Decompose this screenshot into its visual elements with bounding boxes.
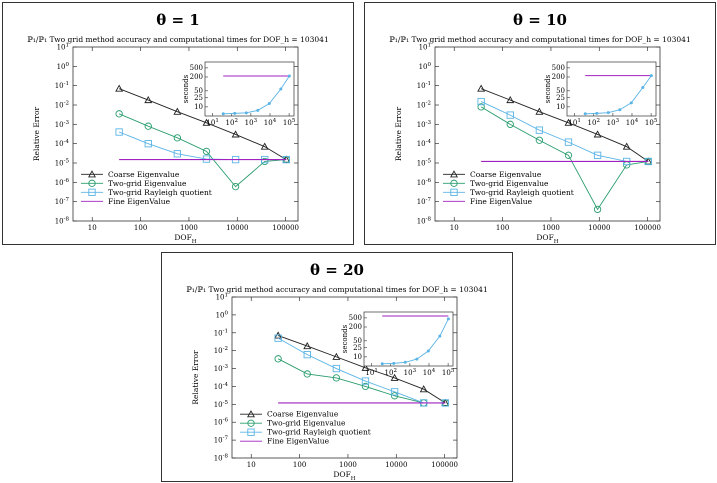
inset-data-point [245,111,248,114]
y-axis-label: Relative Error [32,106,41,162]
inset-data-point [381,362,384,365]
y-tick-label: $10^{-1}$ [213,328,228,338]
inset-y-tick-label: 500 [551,64,565,73]
inset-y-tick-label: 10 [556,103,565,112]
inset-data-point [233,112,236,115]
chart-panel-theta-1 [2,2,354,245]
y-axis-label: Relative Error [191,350,200,405]
inset-y-axis-label: seconds [341,324,349,354]
inset-y-tick-label: 25 [556,93,565,102]
legend-label: Two-grid Eigenvalue [267,418,346,428]
legend-label: Two-grid Rayleigh quotient [470,187,574,197]
inset-data-point [427,350,430,353]
inset-y-axis-label: seconds [182,74,190,104]
inset-y-tick-label: 200 [348,323,362,332]
inset-data-point [584,112,587,115]
inset-x-tick-label: $10^3$ [244,118,258,127]
data-point [116,85,122,91]
inset-data-point [618,108,621,111]
series-line [119,132,286,160]
inset-y-axis-label: seconds [544,74,552,104]
x-tick-label: 100 [495,224,510,232]
inset-data-point [438,335,441,338]
x-tick-label: 1000 [339,461,357,469]
y-tick-label: $10^{-8}$ [54,216,69,226]
inset-x-tick-label: $10^4$ [422,368,436,377]
x-tick-label: 10000 [385,461,408,469]
inset-x-tick-label: $10^4$ [263,118,277,127]
y-tick-label: $10^{-6}$ [54,177,69,187]
y-tick-label: $10^{-3}$ [54,119,69,129]
y-tick-label: $10^{-4}$ [54,139,69,149]
inset-data-point [607,111,610,114]
y-tick-label: $10^{-4}$ [416,139,431,149]
x-tick-label: 10 [246,461,256,469]
y-tick-label: $10^0$ [56,61,69,71]
y-tick-label: $10^1$ [215,292,228,302]
inset-data-point [392,362,395,365]
y-tick-label: $10^1$ [418,42,431,52]
inset-data-point [447,317,450,320]
inset-data-point [650,74,653,77]
chart-svg [3,3,353,244]
y-tick-label: $10^{-2}$ [416,100,431,110]
inset-y-tick-label: 200 [189,73,203,82]
inset-y-tick-label: 500 [348,314,362,323]
legend-label: Coarse Eigenvalue [267,409,339,419]
x-axis-label: $DOF_H$ [333,470,356,481]
inset-x-tick-label: $10^2$ [225,118,238,127]
y-tick-label: $10^{-3}$ [416,119,431,129]
y-tick-label: $10^{-1}$ [416,81,431,91]
y-axis-label: Relative Error [394,106,403,162]
inset-x-tick-label: $10^5$ [644,118,658,127]
y-tick-label: $10^{-3}$ [213,364,228,374]
inset-x-tick-label: $10^4$ [625,118,639,127]
y-tick-label: $10^{-8}$ [416,216,431,226]
x-tick-label: 100000 [634,224,662,232]
inset-y-tick-label: 50 [194,87,203,96]
x-axis-label: $DOF_H$ [536,233,559,244]
legend-label: Fine EigenValue [470,196,533,206]
inset-data-point [256,109,259,112]
inset-data-point [222,112,225,115]
x-tick-label: 100 [133,224,148,232]
panel-title: θ = 1 [156,11,200,29]
chart-title: ℙ₁/ℙ₁ Two grid method accuracy and computational times for DOF_h = 103041 [186,285,488,294]
x-axis-label: $DOF_H$ [174,233,197,244]
inset-data-point [641,86,644,89]
inset-y-tick-label: 50 [353,337,362,346]
y-tick-label: $10^{-6}$ [213,417,228,427]
x-tick-label: 10 [87,224,97,232]
chart-title: ℙ₁/ℙ₁ Two grid method accuracy and computational times for DOF_h = 103041 [27,35,329,44]
y-tick-label: $10^{-7}$ [54,197,69,207]
inset-x-tick-label: $10^1$ [568,118,581,127]
inset-y-tick-label: 10 [353,353,362,362]
legend-label: Fine EigenValue [108,196,171,206]
inset-data-point [404,361,407,364]
inset-y-tick-label: 50 [556,87,565,96]
x-tick-label: 1000 [180,224,198,232]
inset-data-point [268,102,271,105]
inset-frame [364,312,453,366]
inset-y-tick-label: 25 [194,93,203,102]
y-tick-label: $10^{-5}$ [54,158,69,168]
y-tick-label: $10^{-2}$ [213,346,228,356]
legend-label: Coarse Eigenvalue [470,169,542,179]
x-tick-label: 100000 [431,461,459,469]
x-tick-label: 100 [292,461,307,469]
y-tick-label: $10^{-6}$ [416,177,431,187]
inset-x-tick-label: $10^1$ [206,118,219,127]
legend-label: Two-grid Rayleigh quotient [108,187,212,197]
inset-y-tick-label: 200 [551,73,565,82]
inset-frame [567,62,656,116]
y-tick-label: $10^{-7}$ [416,197,431,207]
inset-data-point [630,101,633,104]
panel-title: θ = 20 [310,261,364,279]
chart-panel-theta-20 [161,252,513,482]
inset-x-tick-label: $10^2$ [384,368,397,377]
chart-panel-theta-10 [364,2,716,245]
legend-label: Two-grid Eigenvalue [108,178,187,188]
inset-x-tick-label: $10^1$ [365,368,378,377]
inset-x-tick-label: $10^5$ [282,118,296,127]
inset-x-tick-label: $10^5$ [441,368,455,377]
inset-x-tick-label: $10^3$ [606,118,620,127]
inset-x-tick-label: $10^2$ [587,118,600,127]
y-tick-label: $10^{-2}$ [54,100,69,110]
inset-data-point [279,88,282,91]
y-tick-label: $10^{-5}$ [416,158,431,168]
panel-title: θ = 10 [513,11,567,29]
y-tick-label: $10^0$ [215,310,228,320]
x-tick-label: 1000 [542,224,560,232]
inset-data-point [415,358,418,361]
y-tick-label: $10^0$ [418,61,431,71]
x-tick-label: 10000 [588,224,611,232]
x-tick-label: 10 [449,224,459,232]
y-tick-label: $10^{-5}$ [213,399,228,409]
x-tick-label: 100000 [272,224,300,232]
x-tick-label: 10000 [226,224,249,232]
legend-label: Two-grid Eigenvalue [470,178,549,188]
y-tick-label: $10^1$ [56,42,69,52]
legend-label: Two-grid Rayleigh quotient [267,427,371,437]
legend-label: Fine EigenValue [267,436,330,446]
data-point [478,85,484,91]
inset-y-tick-label: 500 [189,64,203,73]
inset-y-tick-label: 10 [194,103,203,112]
chart-svg [162,253,512,481]
y-tick-label: $10^{-8}$ [213,453,228,463]
inset-x-tick-label: $10^3$ [403,368,417,377]
y-tick-label: $10^{-1}$ [54,81,69,91]
y-tick-label: $10^{-4}$ [213,381,228,391]
inset-y-tick-label: 25 [353,343,362,352]
inset-data-point [595,112,598,115]
chart-svg [365,3,715,244]
inset-data-point [288,75,291,78]
y-tick-label: $10^{-7}$ [213,435,228,445]
legend-label: Coarse Eigenvalue [108,169,180,179]
chart-title: ℙ₁/ℙ₁ Two grid method accuracy and computational times for DOF_h = 103041 [389,35,691,44]
